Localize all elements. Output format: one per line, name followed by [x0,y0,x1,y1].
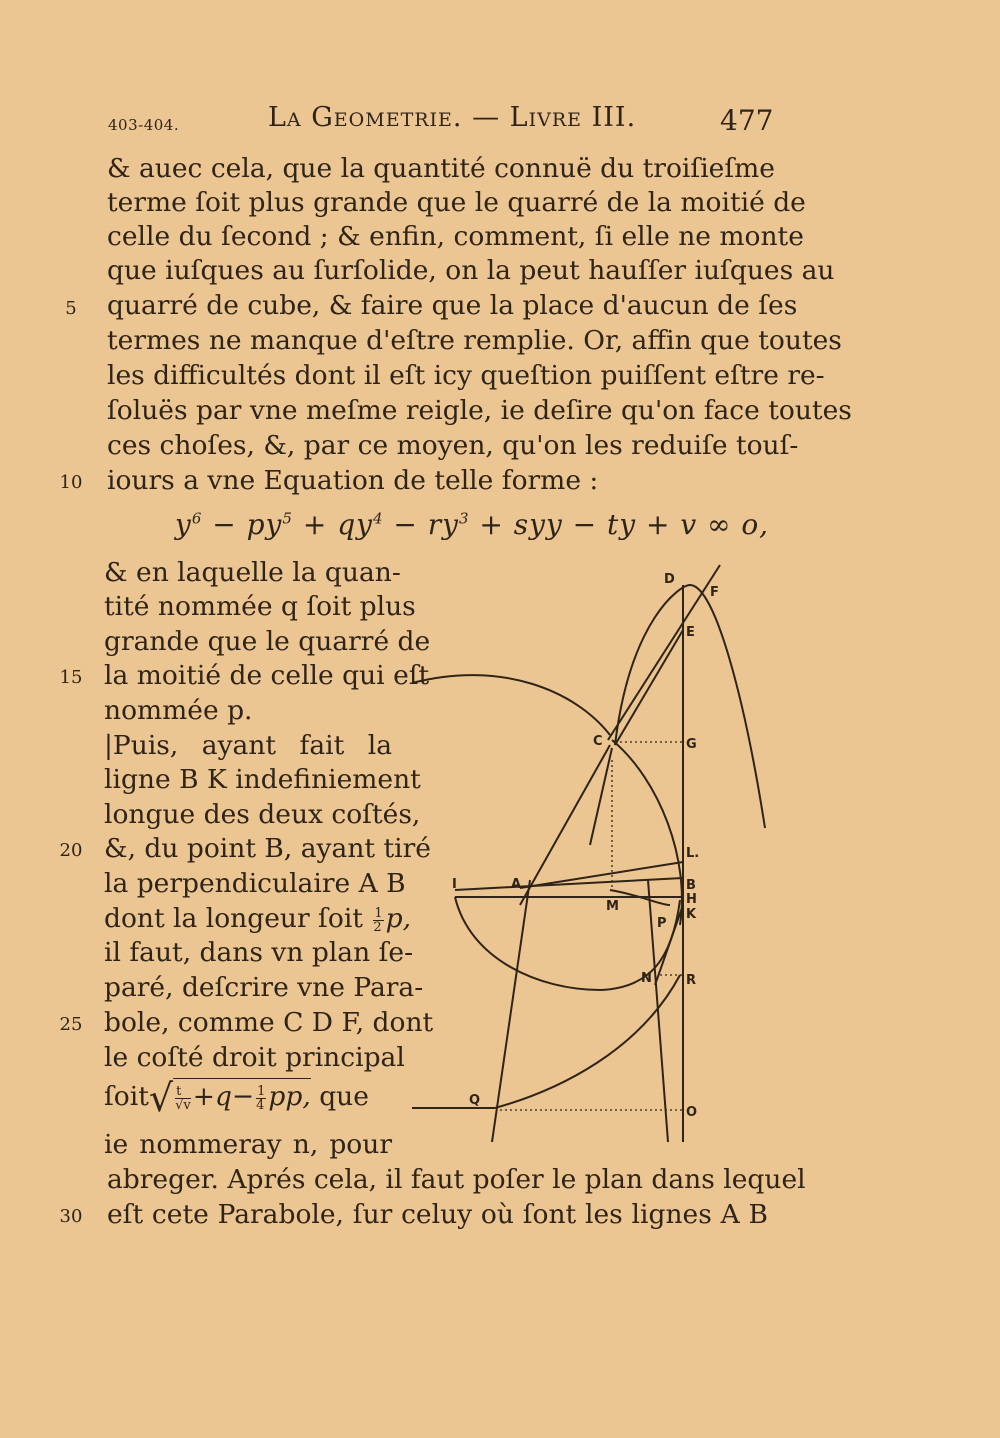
label-b: B [686,878,696,893]
text-line: la perpendiculaire A B [104,868,406,899]
text-line: termes ne manque d'eſtre remplie. Or, affin que toutes [107,325,842,356]
label-r: R [686,973,697,988]
line-number: 15 [59,667,83,688]
label-k: K [686,907,697,922]
text-line: celle du ſecond ; & enfin, comment, ſi elle ne monte [107,221,804,252]
line-number: 20 [59,840,83,861]
radical-sign: √ [148,1076,174,1120]
text-line: ligne B K indefiniement [104,764,421,795]
label-e: E [686,625,695,640]
line-al [520,862,683,888]
line-number: 10 [59,472,83,493]
text-line: |Puis, ayant fait la [104,730,392,761]
label-q: Q [469,1093,481,1108]
label-h: H [686,892,697,907]
lower-arc [495,975,680,1108]
line-number: 5 [65,298,77,319]
text-line: &, du point B, ayant tiré [104,833,431,864]
label-f: F [710,585,719,600]
line-to-f [608,565,720,740]
running-head-title: La Geometrie. — Livre III. [268,102,637,133]
fraction-half: $\frac{1}{2}$ [373,905,383,935]
text-line: & en laquelle la quan- [104,557,401,588]
text-line: paré, deſcrire vne Para- [104,972,424,1003]
text-line: ie nommeray n, pour [104,1129,392,1160]
label-c: C [593,734,603,749]
text-line: terme ſoit plus grande que le quarré de la moitié de [107,187,806,218]
running-head-left: 403-404. [108,116,180,134]
text-line: le coſté droit principal [104,1042,405,1073]
text-line: ſoit√ $\frac{t}{√v}$ +q− $\frac{1}{4}$ pp, que [104,1076,369,1120]
label-l: L. [686,846,700,861]
text-line: ſoluës par vne meſme reigle, ie deſire qu'on face toutes [107,395,852,426]
text-line: ces choſes, &, par ce moyen, qu'on les reduiſe touſ- [107,430,799,461]
label-m: M [606,899,619,914]
text-line: quarré de cube, & faire que la place d'aucun de ſes [107,290,798,321]
text-line: dont la longeur ſoit $\frac{1}{2}$ p, [104,903,412,935]
text-line: grande que le quarré de [104,626,431,657]
text-line: les difficultés dont il eſt icy queſtion puiſſent eſtre re- [107,360,825,391]
equation: $y^6 - py^5 + qy^4 - ry^3$ + syy − ty + v ∞ o, [175,508,770,541]
text-line: eſt cete Parabole, ſur celuy où ſont les lignes A B [107,1199,768,1230]
text-line: iours a vne Equation de telle forme : [107,465,599,496]
text-line: que iuſques au ſurſolide, on la peut hauſſer iuſques au [107,255,835,286]
text-line: bole, comme C D F, dont [104,1007,434,1038]
label-n: N [641,971,652,986]
label-p: P [657,916,667,931]
label-a: A [511,877,522,892]
line-number: 30 [59,1206,83,1227]
text-line: nommée p. [104,695,253,726]
page-number: 477 [720,104,774,137]
label-d: D [664,572,675,587]
arc-c [412,675,610,735]
label-i: I [452,877,457,892]
text-line: abreger. Aprés cela, il faut poſer le plan dans lequel [107,1164,806,1195]
radicand: $\frac{t}{√v}$ +q− $\frac{1}{4}$ pp, [173,1078,311,1112]
text-line: tité nommée q ſoit plus [104,591,416,622]
text-line: & auec cela, que la quantité connuë du troiſieſme [107,153,775,184]
text-line: longue des deux coſtés, [104,799,421,830]
label-o: O [686,1105,698,1120]
label-g: G [686,737,697,752]
text-line: la moitié de celle qui eſt [104,660,430,691]
text-line: il faut, dans vn plan ſe- [104,937,414,968]
line-number: 25 [59,1014,83,1035]
